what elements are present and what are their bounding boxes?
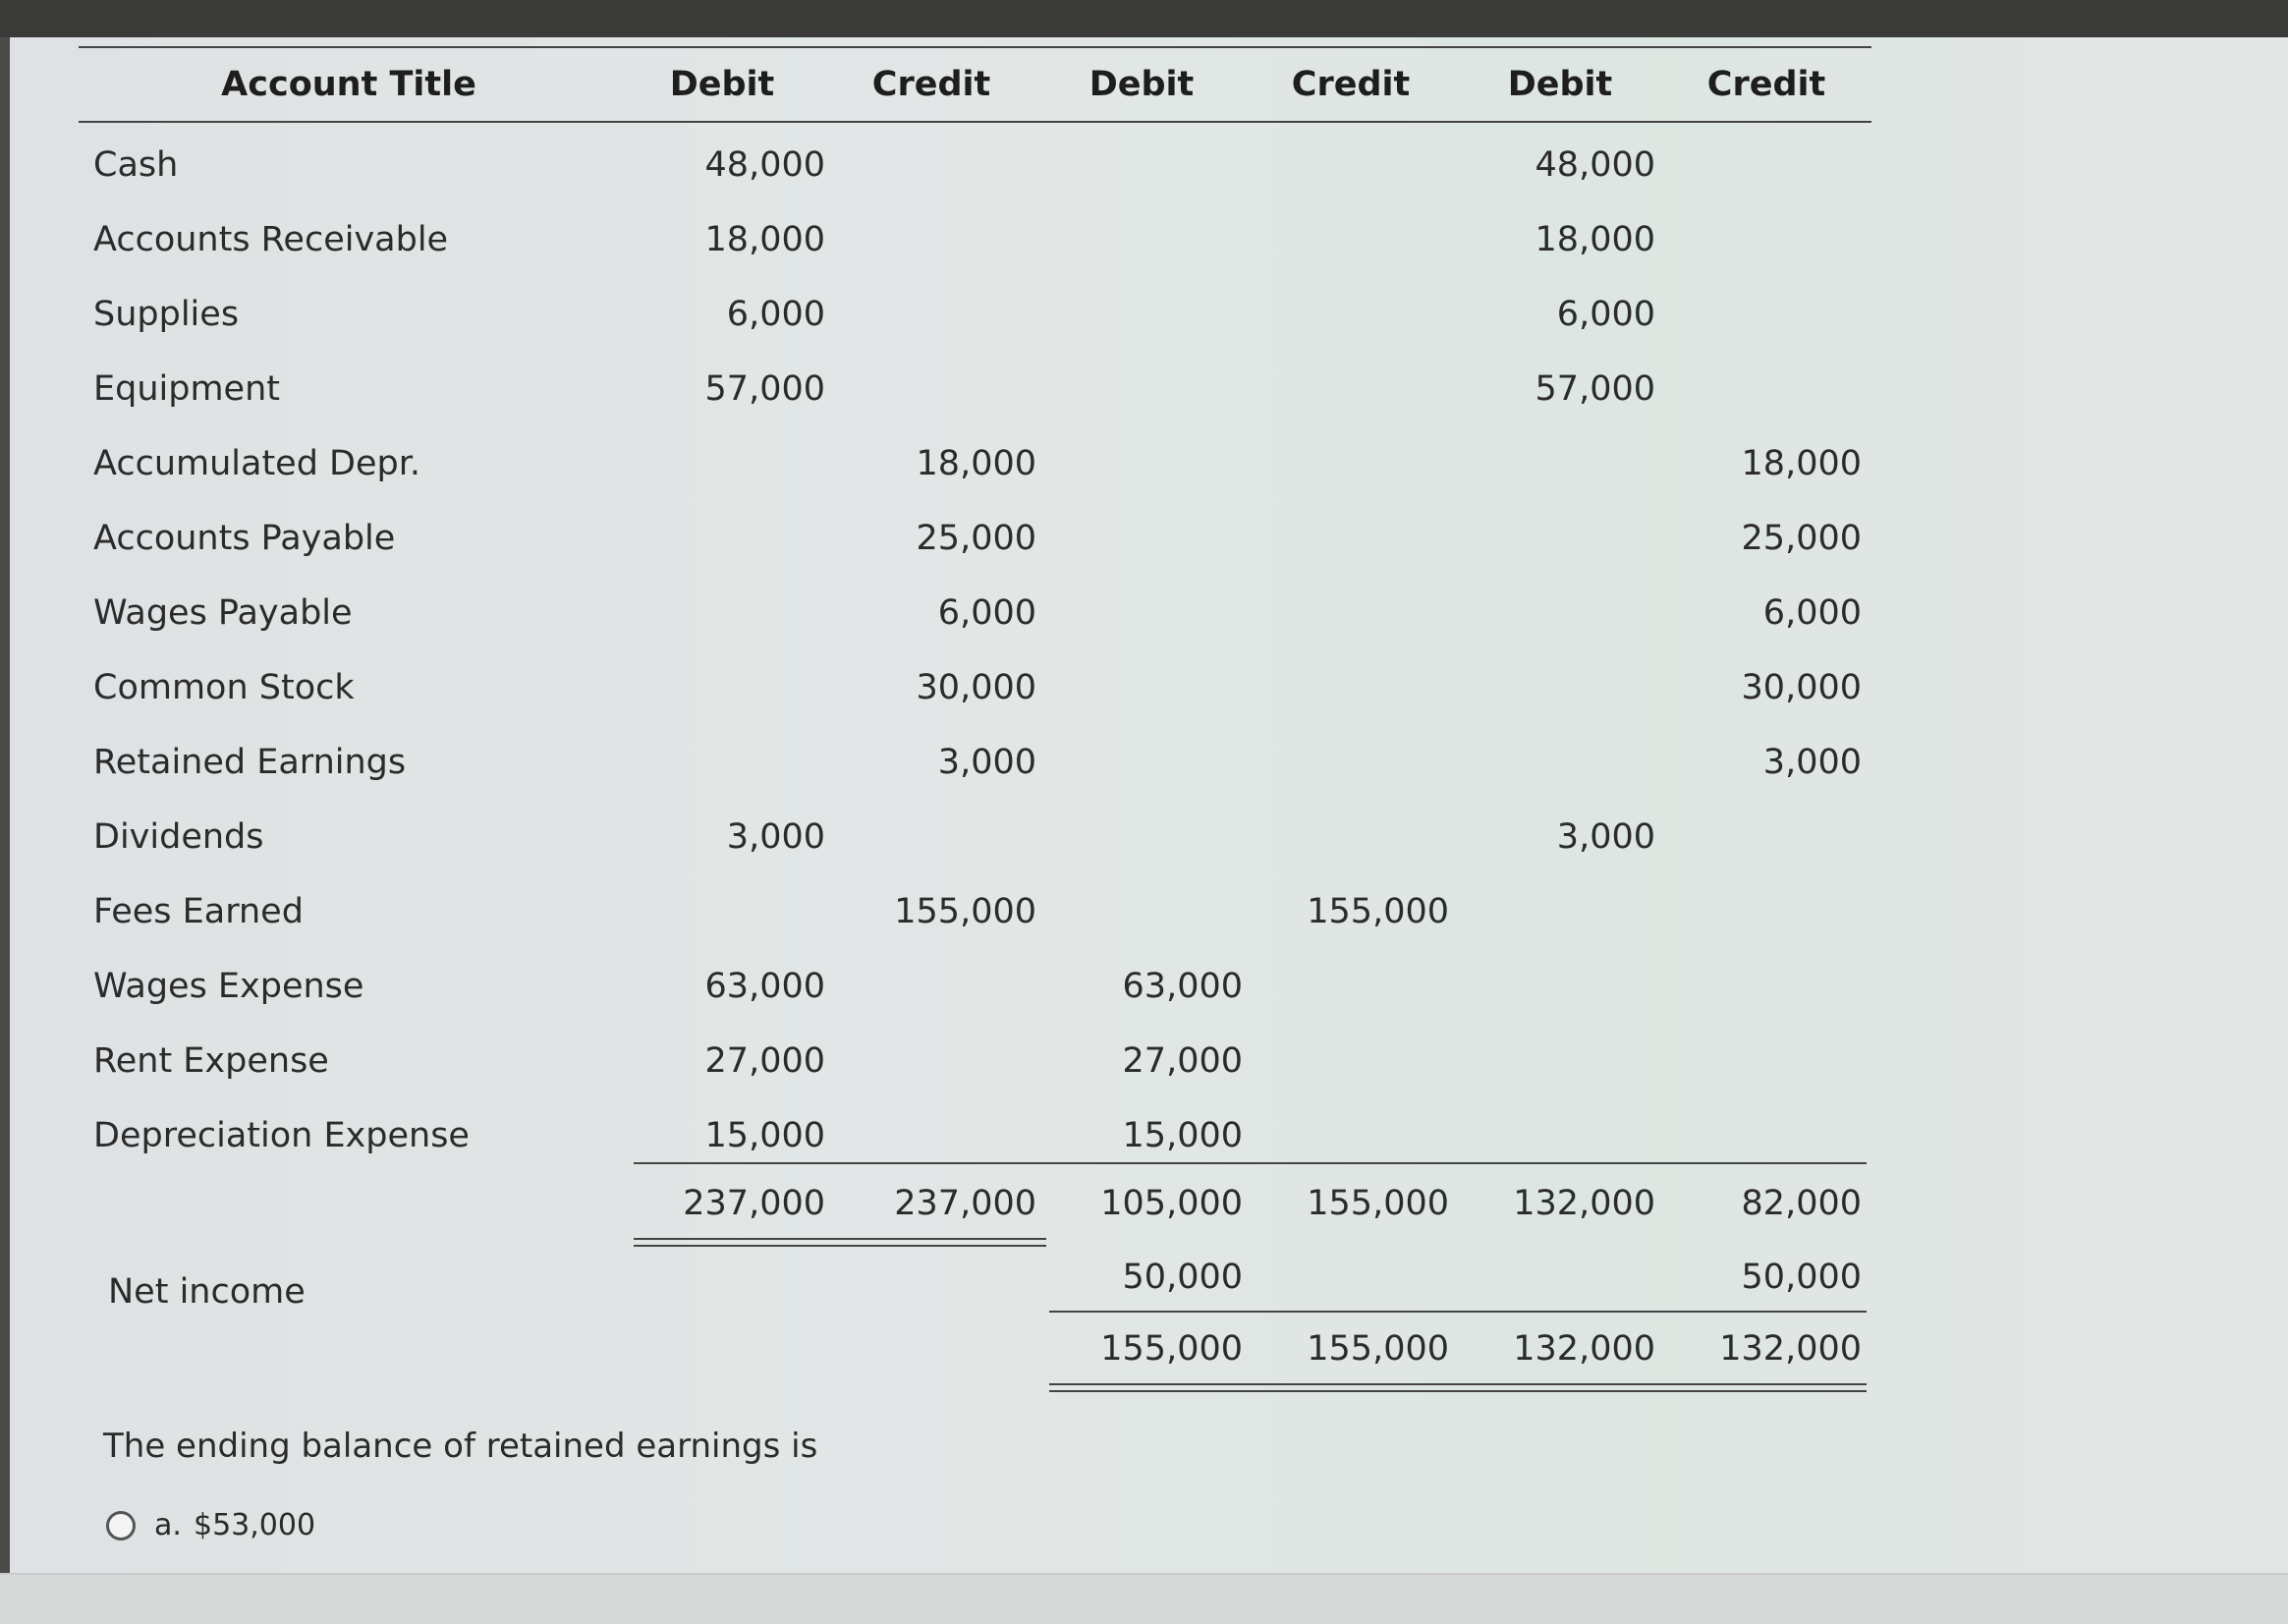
account-title-cell: Accumulated Depr. [93,444,421,483]
tb-double-rule-2 [634,1245,1046,1247]
total-cell: 237,000 [894,1184,1036,1223]
total-cell: 155,000 [1307,1184,1449,1223]
option-a[interactable] [103,1508,418,1551]
total-cell: 237,000 [683,1184,825,1223]
total-cell: 82,000 [1741,1184,1862,1223]
account-title-cell: Depreciation Expense [93,1116,470,1155]
account-title-cell: Retained Earnings [93,743,407,782]
account-title-cell: Equipment [93,369,280,409]
option-a-text: $53,000 [194,1508,316,1542]
monitor-top-bezel [0,0,2288,37]
amount-cell: 25,000 [916,519,1036,558]
account-title-cell: Dividends [93,817,264,857]
option-a-letter: a. [154,1508,182,1542]
amount-cell: 6,000 [1762,593,1862,633]
amount-cell: 30,000 [916,668,1036,707]
account-title-cell: Wages Payable [93,593,353,633]
amount-cell: 3,000 [1762,743,1862,782]
amount-cell: 155,000 [1307,892,1449,931]
column-header: Credit [1706,65,1826,104]
tb-double-rule-1 [634,1238,1046,1240]
column-header: Debit [1507,65,1613,104]
column-header: Debit [1088,65,1195,104]
amount-cell: 15,000 [704,1116,825,1155]
amount-cell: 63,000 [704,967,825,1006]
account-title-cell: Supplies [93,295,240,334]
amount-cell: 30,000 [1741,668,1862,707]
account-title-cell: Rent Expense [93,1041,329,1081]
amount-cell: 18,000 [704,220,825,259]
final-total-cell: 132,000 [1513,1329,1655,1369]
question-prompt: The ending balance of retained earnings is [103,1427,818,1466]
amount-cell: 27,000 [1122,1041,1243,1081]
account-title-cell: Accounts Payable [93,519,396,558]
header-top-rule [79,46,1871,48]
header-bottom-rule [79,121,1871,123]
account-title-cell: Fees Earned [93,892,304,931]
amount-cell: 3,000 [1556,817,1655,857]
amount-cell: 25,000 [1741,519,1862,558]
amount-cell: 6,000 [726,295,825,334]
total-cell: 132,000 [1513,1184,1655,1223]
final-total-cell: 132,000 [1719,1329,1862,1369]
monitor-left-bezel [0,37,10,1622]
final-double-rule-1 [1049,1383,1867,1385]
column-header: Credit [871,65,991,104]
total-cell: 105,000 [1100,1184,1243,1223]
net-income-label: Net income [108,1272,306,1312]
amount-cell: 6,000 [1556,295,1655,334]
amount-cell: 48,000 [1535,145,1655,185]
option-a-radio[interactable] [106,1511,136,1540]
amount-cell: 18,000 [916,444,1036,483]
account-title-cell: Cash [93,145,179,185]
amount-cell: 48,000 [704,145,825,185]
final-total-cell: 155,000 [1307,1329,1449,1369]
bottom-screen-edge [0,1573,2288,1624]
amount-cell: 15,000 [1122,1116,1243,1155]
amount-cell: 155,000 [894,892,1036,931]
account-title-cell: Accounts Receivable [93,220,449,259]
amount-cell: 27,000 [704,1041,825,1081]
amount-cell: 57,000 [1535,369,1655,409]
column-header: Account Title [221,65,476,104]
amount-cell: 63,000 [1122,967,1243,1006]
column-header: Credit [1291,65,1411,104]
account-title-cell: Wages Expense [93,967,364,1006]
amount-cell: 18,000 [1535,220,1655,259]
amount-cell: 3,000 [937,743,1036,782]
final-totals-top-rule [1049,1311,1867,1313]
final-total-cell: 155,000 [1100,1329,1243,1369]
amount-cell: 3,000 [726,817,825,857]
totals-top-rule [634,1162,1867,1164]
net-income-amount: 50,000 [1122,1258,1243,1297]
account-title-cell: Common Stock [93,668,355,707]
amount-cell: 6,000 [937,593,1036,633]
net-income-amount: 50,000 [1741,1258,1862,1297]
amount-cell: 18,000 [1741,444,1862,483]
final-double-rule-2 [1049,1390,1867,1392]
amount-cell: 57,000 [704,369,825,409]
column-header: Debit [669,65,775,104]
